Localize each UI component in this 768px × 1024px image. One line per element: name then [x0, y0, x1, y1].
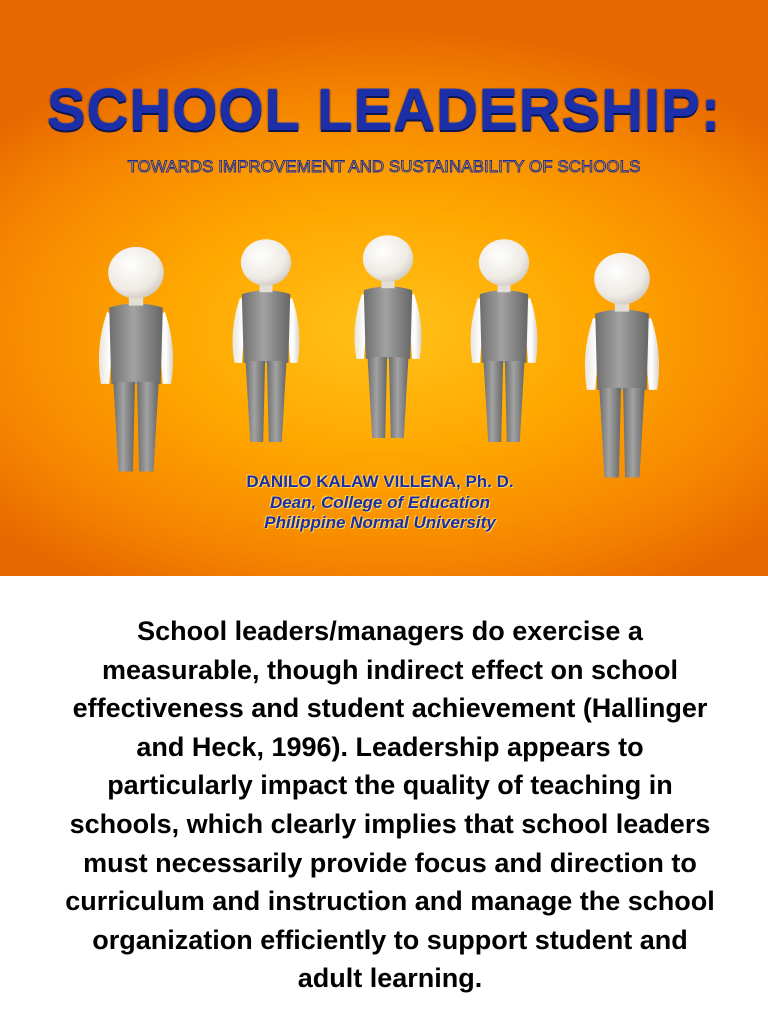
author-institution: Philippine Normal University [264, 513, 496, 533]
figure-person [99, 247, 173, 472]
slide-credits [180, 472, 580, 534]
slide-subtitle: TOWARDS IMPROVEMENT AND SUSTAINABILITY OF SCHOOLS [127, 157, 641, 176]
figure-person [471, 239, 538, 442]
figure-person [585, 253, 659, 478]
figure-person [355, 235, 422, 438]
author-name: DANILO KALAW VILLENA, Ph. D. [246, 472, 514, 491]
author-role: Dean, College of Education [269, 492, 491, 512]
people-figures-illustration [0, 220, 768, 480]
body-paragraph: School leaders/managers do exercise a measurable, though indirect effect on school effectiveness and student achievement (Hallinger and Heck, 1996). Leadership appears to particularly impact the quality of teaching in schools, which clearly implies that school leaders must necessarily provide focus and direction to curriculum and instruction and manage the school organization efficiently to support student and adult learning. [65, 616, 715, 994]
slide-title: SCHOOL LEADERSHIP: [46, 78, 722, 143]
figure-person [233, 239, 300, 442]
